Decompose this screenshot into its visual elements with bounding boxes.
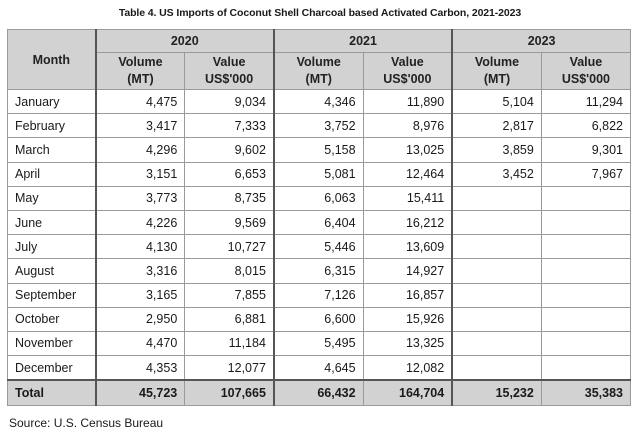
value-2021-cell: 13,025 [363,138,452,162]
volume-2021-cell: 5,081 [274,162,363,186]
value-header-2021: Value US$'000 [363,53,452,90]
total-value-2023: 35,383 [541,380,630,406]
table-row [8,162,631,186]
volume-2023-cell [452,186,541,210]
volume-2023-cell [452,210,541,234]
month-cell: August [8,259,96,283]
value-2023-cell [541,331,630,355]
volume-2023-cell [452,259,541,283]
table-row [8,307,631,331]
value-2023-cell: 11,294 [541,90,630,114]
volume-2023-cell: 3,452 [452,162,541,186]
volume-2023-cell: 5,104 [452,90,541,114]
volume-2020-cell: 4,353 [96,356,185,381]
volume-2021-cell: 5,446 [274,235,363,259]
month-cell: September [8,283,96,307]
value-2023-cell: 7,967 [541,162,630,186]
value-2023-cell: 6,822 [541,114,630,138]
volume-2023-cell [452,307,541,331]
year-header-2020: 2020 [96,30,274,53]
value-2020-cell: 8,735 [185,186,274,210]
value-2020-cell: 11,184 [185,331,274,355]
value-2021-cell: 16,857 [363,283,452,307]
value-2021-cell: 15,411 [363,186,452,210]
volume-2021-cell: 4,346 [274,90,363,114]
value-2023-cell [541,186,630,210]
table-row [8,235,631,259]
volume-2021-cell: 5,158 [274,138,363,162]
volume-2023-cell [452,356,541,381]
value-2020-cell: 12,077 [185,356,274,381]
value-2023-cell: 9,301 [541,138,630,162]
volume-2023-cell [452,235,541,259]
volume-2021-cell: 6,404 [274,210,363,234]
volume-2021-cell: 6,063 [274,186,363,210]
volume-2020-cell: 3,151 [96,162,185,186]
volume-2021-cell: 4,645 [274,356,363,381]
value-2020-cell: 6,653 [185,162,274,186]
table-row [8,114,631,138]
total-volume-2020: 45,723 [96,380,185,406]
value-2021-cell: 13,325 [363,331,452,355]
month-cell: December [8,356,96,381]
volume-2021-cell: 7,126 [274,283,363,307]
month-cell: May [8,186,96,210]
table-body [8,90,631,381]
value-2020-cell: 8,015 [185,259,274,283]
value-2021-cell: 8,976 [363,114,452,138]
value-2020-cell: 6,881 [185,307,274,331]
month-cell: November [8,331,96,355]
value-2021-cell: 12,464 [363,162,452,186]
year-header-2021: 2021 [274,30,452,53]
value-2023-cell [541,259,630,283]
month-cell: January [8,90,96,114]
volume-2020-cell: 4,475 [96,90,185,114]
imports-table [7,29,631,406]
volume-2020-cell: 3,316 [96,259,185,283]
table-row [8,186,631,210]
total-volume-2021: 66,432 [274,380,363,406]
volume-2023-cell [452,331,541,355]
value-header-2020: Value US$'000 [185,53,274,90]
month-cell: April [8,162,96,186]
month-column-header: Month [8,30,96,90]
value-2020-cell: 10,727 [185,235,274,259]
month-cell: February [8,114,96,138]
value-2021-cell: 11,890 [363,90,452,114]
value-2021-cell: 13,609 [363,235,452,259]
value-2020-cell: 7,855 [185,283,274,307]
value-2020-cell: 9,602 [185,138,274,162]
volume-2021-cell: 3,752 [274,114,363,138]
volume-2021-cell: 6,315 [274,259,363,283]
volume-2023-cell [452,283,541,307]
value-2023-cell [541,307,630,331]
table-row [8,283,631,307]
volume-2020-cell: 3,417 [96,114,185,138]
month-cell: October [8,307,96,331]
value-2021-cell: 16,212 [363,210,452,234]
total-value-2021: 164,704 [363,380,452,406]
value-2020-cell: 7,333 [185,114,274,138]
year-header-2023: 2023 [452,30,630,53]
volume-2020-cell: 3,773 [96,186,185,210]
value-2021-cell: 14,927 [363,259,452,283]
source-note: Source: U.S. Census Bureau [9,416,164,430]
total-label: Total [8,380,96,406]
table-row [8,138,631,162]
month-cell: March [8,138,96,162]
volume-header-2023: Volume (MT) [452,53,541,90]
volume-2020-cell: 3,165 [96,283,185,307]
month-cell: June [8,210,96,234]
value-2023-cell [541,210,630,234]
value-2021-cell: 12,082 [363,356,452,381]
volume-2020-cell: 4,130 [96,235,185,259]
total-row [8,380,631,406]
value-2023-cell [541,356,630,381]
total-value-2020: 107,665 [185,380,274,406]
volume-header-2021: Volume (MT) [274,53,363,90]
table-row [8,90,631,114]
total-volume-2023: 15,232 [452,380,541,406]
volume-2020-cell: 4,226 [96,210,185,234]
value-2020-cell: 9,569 [185,210,274,234]
volume-2021-cell: 6,600 [274,307,363,331]
table-row [8,210,631,234]
table-row [8,356,631,381]
value-header-2023: Value US$'000 [541,53,630,90]
volume-2021-cell: 5,495 [274,331,363,355]
volume-header-2020: Volume (MT) [96,53,185,90]
table-row [8,331,631,355]
table-header [8,30,631,90]
table-row [8,259,631,283]
table-footer [8,380,631,406]
value-2023-cell [541,235,630,259]
value-2023-cell [541,283,630,307]
volume-2023-cell: 3,859 [452,138,541,162]
value-2021-cell: 15,926 [363,307,452,331]
volume-2020-cell: 4,296 [96,138,185,162]
volume-2020-cell: 2,950 [96,307,185,331]
volume-2020-cell: 4,470 [96,331,185,355]
month-cell: July [8,235,96,259]
value-2020-cell: 9,034 [185,90,274,114]
volume-2023-cell: 2,817 [452,114,541,138]
table-title: Table 4. US Imports of Coconut Shell Charcoal based Activated Carbon, 2021-2023 [118,7,522,19]
